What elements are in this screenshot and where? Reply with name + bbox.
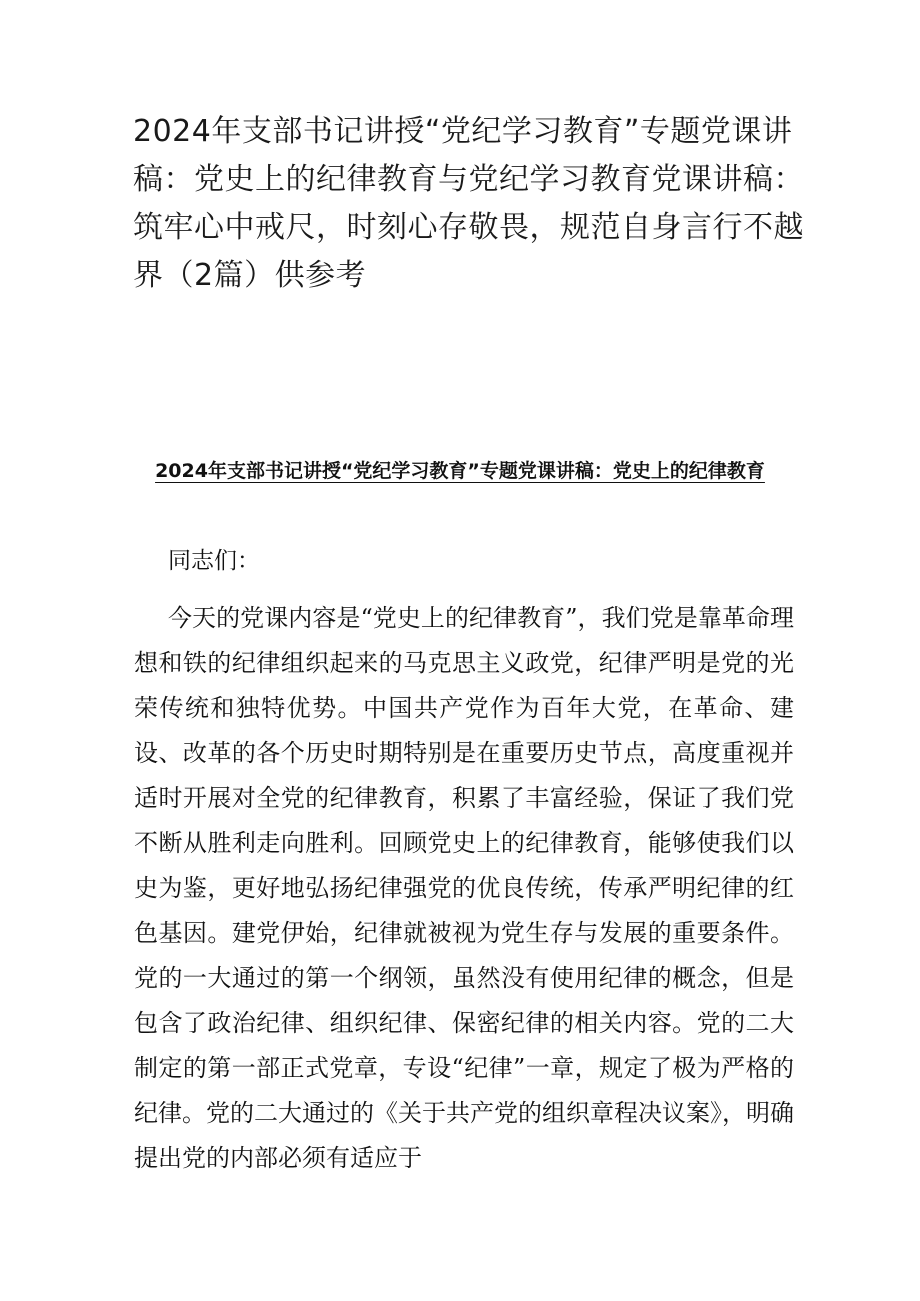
section-title-text: 2024年支部书记讲授“党纪学习教育”专题党课讲稿：党史上的纪律教育 <box>155 460 765 482</box>
salutation: 同志们： <box>168 548 260 574</box>
section-title <box>150 448 770 494</box>
document-main-title: 2024年支部书记讲授“党纪学习教育”专题党课讲稿：党史上的纪律教育与党纪学习教育党课讲稿：筑牢心中戒尺，时刻心存敬畏，规范自身言行不越界（2篇）供参考 <box>133 114 804 293</box>
body-paragraph: 今天的党课内容是“党史上的纪律教育”，我们党是靠革命理想和铁的纪律组织起来的马克思主义政党，纪律严明是党的光荣传统和独特优势。中国共产党作为百年大党，在革命、建设、改革的各个历史时期特别是在重要历史节点，高度重视并适时开展对全党的纪律教育，积累了丰富经验，保证了我们党不断从胜利走向胜利。回顾党史上的纪律教育，能够使我们以史为鉴，更好地弘扬纪律强党的优良传统，传承严明纪律的红色基因。建党伊始，纪律就被视为党生存与发展的重要条件。党的一大通过的第一个纲领，虽然没有使用纪律的概念，但是包含了政治纪律、组织纪律、保密纪律的相关内容。党的二大制定的第一部正式党章，专设“纪律”一章，规定了极为严格的纪律。党的二大通过的《关于共产党的组织章程决议案》，明确提出党的内部必须有适应于 <box>134 604 794 1172</box>
